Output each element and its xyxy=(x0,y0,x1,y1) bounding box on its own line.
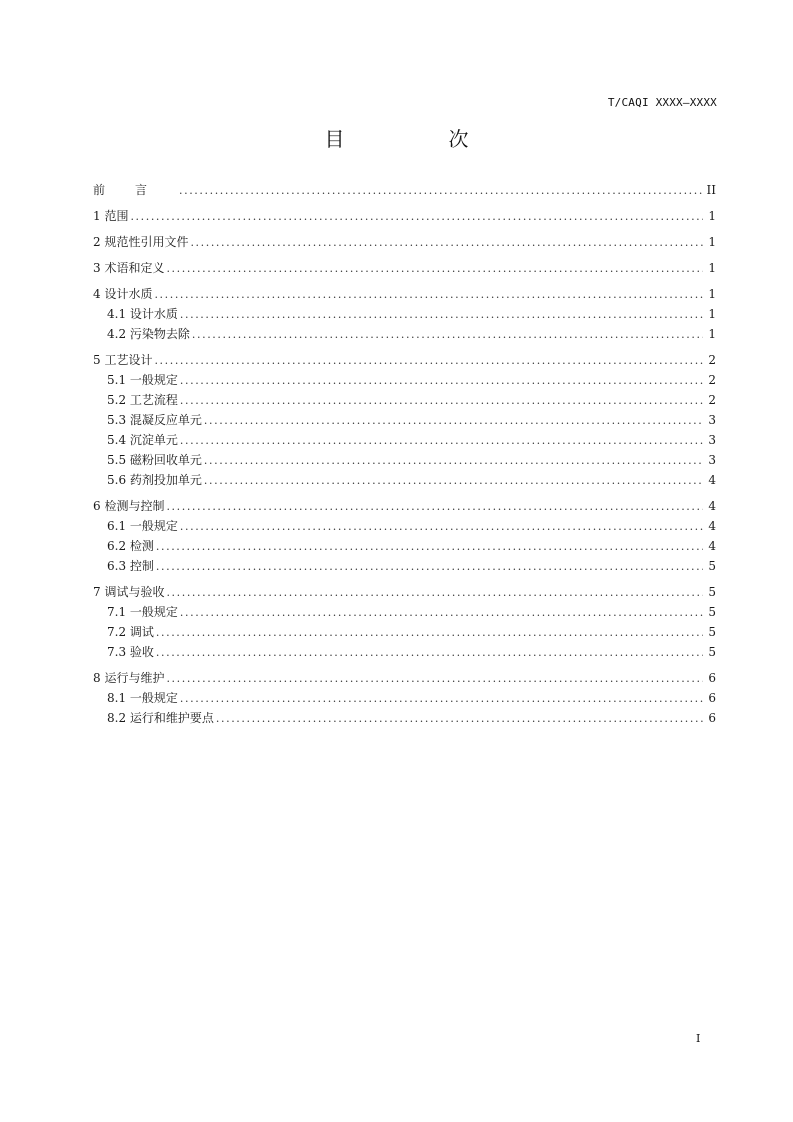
toc-entry-page: 1 xyxy=(708,287,716,301)
toc-entry-5-6[interactable] xyxy=(93,470,716,490)
toc-entry-page: 1 xyxy=(708,261,716,275)
document-code: T/CAQI XXXX—XXXX xyxy=(607,96,717,109)
toc-entry-label: 8 运行与维护 xyxy=(93,671,165,685)
toc-entry-4-2[interactable] xyxy=(93,324,716,344)
toc-leader-dots xyxy=(166,259,703,279)
toc-entry-page: II xyxy=(706,183,716,197)
toc-entry-page: 2 xyxy=(708,353,716,367)
toc-entry-page: 4 xyxy=(708,539,716,553)
toc-leader-dots xyxy=(204,451,703,471)
toc-entry-8-2[interactable] xyxy=(93,708,716,728)
toc-entry-page: 3 xyxy=(708,433,716,447)
toc-entry-label: 7.2 调试 xyxy=(107,625,154,639)
toc-leader-dots xyxy=(156,623,703,643)
toc-entry-label: 6.1 一般规定 xyxy=(107,519,178,533)
toc-entry-7-1[interactable] xyxy=(93,602,716,622)
toc-entry-page: 5 xyxy=(708,645,716,659)
toc-entry-label: 8.2 运行和维护要点 xyxy=(107,711,214,725)
toc-entry-page: 1 xyxy=(708,327,716,341)
toc-entry-commissioning-acceptance[interactable] xyxy=(93,582,716,602)
toc-leader-dots xyxy=(180,305,703,325)
toc-leader-dots xyxy=(166,583,703,603)
toc-entry-5-4[interactable] xyxy=(93,430,716,450)
toc-entry-5-3[interactable] xyxy=(93,410,716,430)
toc-entry-label: 5.6 药剂投加单元 xyxy=(107,473,202,487)
toc-entry-label: 4.2 污染物去除 xyxy=(107,327,190,341)
toc-entry-7-3[interactable] xyxy=(93,642,716,662)
toc-leader-dots xyxy=(154,351,703,371)
toc-entry-7-2[interactable] xyxy=(93,622,716,642)
toc-entry-detection-control[interactable] xyxy=(93,496,716,516)
toc-entry-5-1[interactable] xyxy=(93,370,716,390)
toc-entry-page: 1 xyxy=(708,307,716,321)
toc-entry-label: 5.1 一般规定 xyxy=(107,373,178,387)
toc-leader-dots xyxy=(180,689,703,709)
page-title: 目 次 xyxy=(324,127,511,151)
toc-entry-foreword[interactable] xyxy=(93,180,716,200)
toc-entry-page: 5 xyxy=(708,559,716,573)
toc-entry-label: 6.3 控制 xyxy=(107,559,154,573)
toc-entry-page: 3 xyxy=(708,453,716,467)
toc-entry-5-2[interactable] xyxy=(93,390,716,410)
toc-leader-dots xyxy=(156,557,703,577)
toc-entry-label: 3 术语和定义 xyxy=(93,261,165,275)
toc-entry-6-2[interactable] xyxy=(93,536,716,556)
toc-entry-5-5[interactable] xyxy=(93,450,716,470)
toc-entry-label: 前言 xyxy=(93,183,178,197)
toc-entry-page: 3 xyxy=(708,413,716,427)
toc-entry-page: 1 xyxy=(708,209,716,223)
toc-entry-label: 7 调试与验收 xyxy=(93,585,165,599)
toc-leader-dots xyxy=(180,517,703,537)
toc-entry-scope[interactable] xyxy=(93,206,716,226)
toc-entry-normative-references[interactable] xyxy=(93,232,716,252)
toc-entry-label: 6 检测与控制 xyxy=(93,499,165,513)
page-number: I xyxy=(696,1032,701,1045)
toc-leader-dots xyxy=(166,497,703,517)
toc-entry-page: 6 xyxy=(708,691,716,705)
toc-entry-page: 5 xyxy=(708,605,716,619)
toc-entry-label: 4.1 设计水质 xyxy=(107,307,178,321)
toc-entry-label: 5.3 混凝反应单元 xyxy=(107,413,202,427)
toc-entry-operation-maintenance[interactable] xyxy=(93,668,716,688)
toc-leader-dots xyxy=(204,471,703,491)
toc-entry-label: 5 工艺设计 xyxy=(93,353,153,367)
table-of-contents xyxy=(93,180,716,728)
toc-leader-dots xyxy=(166,669,703,689)
toc-leader-dots xyxy=(204,411,703,431)
toc-entry-6-3[interactable] xyxy=(93,556,716,576)
toc-leader-dots xyxy=(130,207,703,227)
toc-entry-label: 2 规范性引用文件 xyxy=(93,235,189,249)
toc-entry-label: 1 范围 xyxy=(93,209,129,223)
toc-entry-page: 4 xyxy=(708,473,716,487)
toc-entry-page: 5 xyxy=(708,585,716,599)
toc-entry-label: 8.1 一般规定 xyxy=(107,691,178,705)
toc-leader-dots xyxy=(179,181,703,201)
toc-entry-label: 4 设计水质 xyxy=(93,287,153,301)
toc-entry-label: 5.5 磁粉回收单元 xyxy=(107,453,202,467)
toc-entry-label: 7.3 验收 xyxy=(107,645,154,659)
toc-leader-dots xyxy=(192,325,703,345)
toc-leader-dots xyxy=(180,431,703,451)
toc-entry-label: 5.2 工艺流程 xyxy=(107,393,178,407)
toc-entry-4-1[interactable] xyxy=(93,304,716,324)
toc-entry-page: 2 xyxy=(708,373,716,387)
toc-entry-label: 7.1 一般规定 xyxy=(107,605,178,619)
toc-leader-dots xyxy=(156,537,703,557)
toc-leader-dots xyxy=(180,391,703,411)
toc-entry-page: 6 xyxy=(708,671,716,685)
toc-entry-label: 6.2 检测 xyxy=(107,539,154,553)
toc-entry-page: 1 xyxy=(708,235,716,249)
toc-entry-page: 4 xyxy=(708,519,716,533)
toc-entry-page: 2 xyxy=(708,393,716,407)
toc-leader-dots xyxy=(190,233,703,253)
toc-leader-dots xyxy=(216,709,703,729)
toc-leader-dots xyxy=(154,285,703,305)
toc-entry-8-1[interactable] xyxy=(93,688,716,708)
toc-entry-process-design[interactable] xyxy=(93,350,716,370)
toc-entry-page: 5 xyxy=(708,625,716,639)
toc-entry-design-water-quality[interactable] xyxy=(93,284,716,304)
toc-entry-page: 6 xyxy=(708,711,716,725)
toc-entry-label: 5.4 沉淀单元 xyxy=(107,433,178,447)
toc-entry-terms-definitions[interactable] xyxy=(93,258,716,278)
toc-entry-page: 4 xyxy=(708,499,716,513)
toc-entry-6-1[interactable] xyxy=(93,516,716,536)
toc-leader-dots xyxy=(180,603,703,623)
toc-leader-dots xyxy=(156,643,703,663)
toc-leader-dots xyxy=(180,371,703,391)
